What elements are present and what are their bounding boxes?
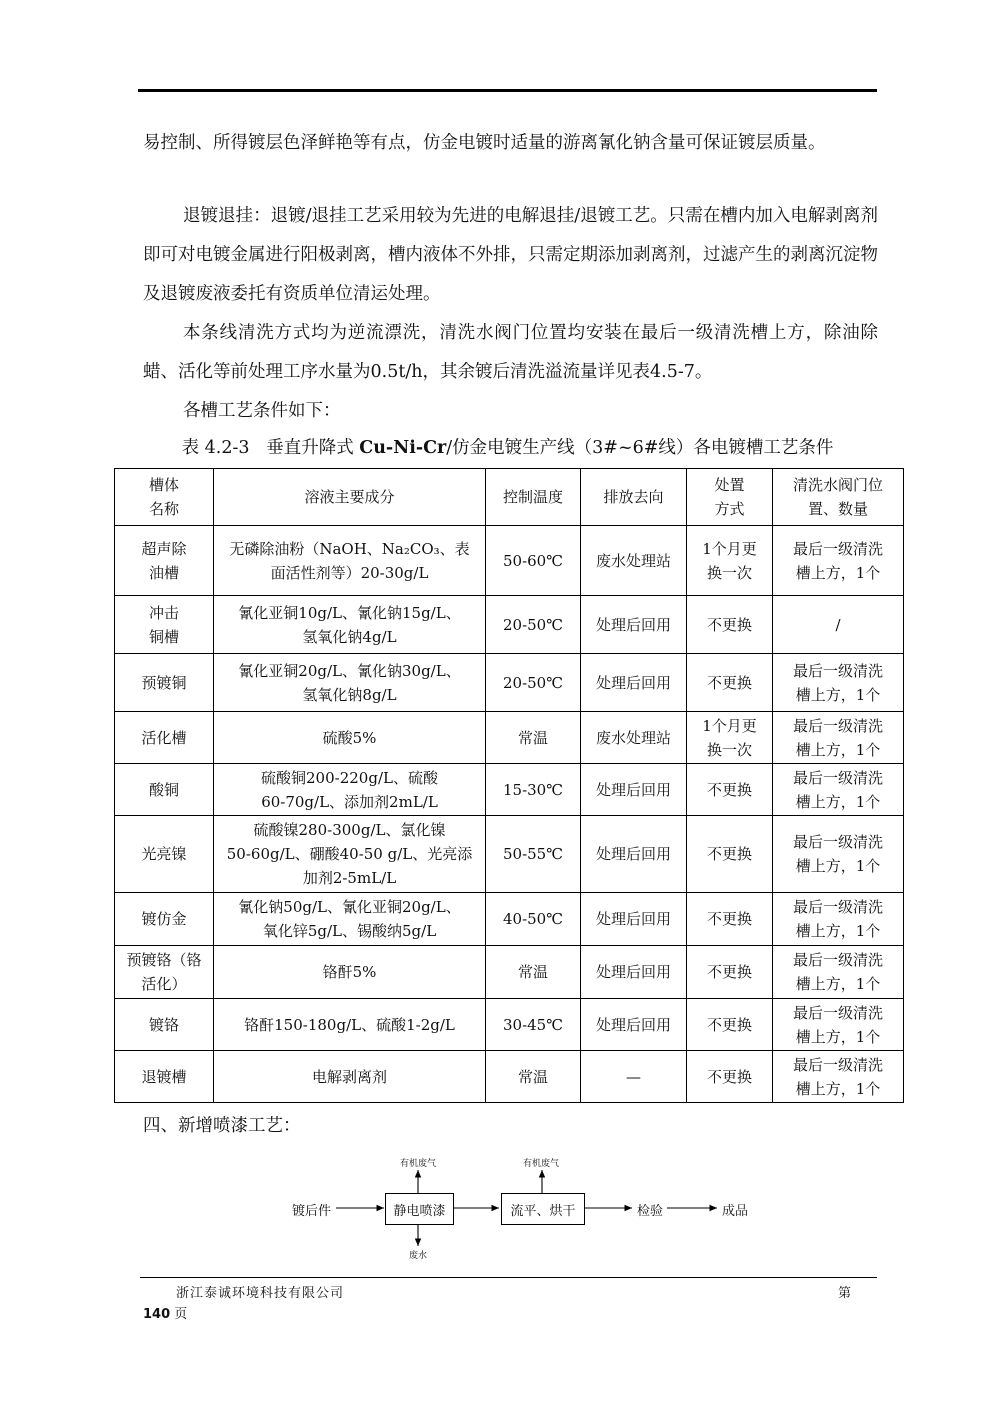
table-row <box>115 1051 904 1103</box>
table-title-bold: Cu-Ni-Cr <box>359 438 447 458</box>
table-cell: 最后一级清洗 槽上方，1个 <box>773 946 904 999</box>
table-row <box>115 999 904 1051</box>
table-cell: 硫酸5% <box>214 712 486 764</box>
table-row <box>115 654 904 712</box>
table-cell: 处理后回用 <box>581 999 687 1051</box>
footer-company: 浙江泰诚环境科技有限公司 <box>176 1286 345 1301</box>
table-cell: 最后一级清洗 槽上方，1个 <box>773 999 904 1051</box>
table-cell: 最后一级清洗 槽上方，1个 <box>773 526 904 596</box>
section-heading: 四、新增喷漆工艺： <box>143 1116 301 1136</box>
table-cell: 不更换 <box>687 816 773 893</box>
table-row <box>115 526 904 596</box>
organic-gas-label-1: 有机废气 <box>400 1159 437 1169</box>
table-cell: 无磷除油粉（NaOH、Na₂CO₃、表 面活性剂等）20-30g/L <box>214 526 486 596</box>
table-header-cell: 控制温度 <box>486 469 581 526</box>
finished-product-label: 成品 <box>722 1204 749 1219</box>
table-caption <box>140 434 875 462</box>
table-cell: 废水处理站 <box>581 712 687 764</box>
table-cell: 废水处理站 <box>581 526 687 596</box>
electrostatic-spray-box: 静电喷漆 <box>385 1193 454 1225</box>
process-conditions-table <box>114 468 904 1103</box>
table-cell: 超声除 油槽 <box>115 526 214 596</box>
footer-page-prefix: 第 <box>838 1286 852 1301</box>
table-cell: 50-55℃ <box>486 816 581 893</box>
table-cell: 氰化亚铜20g/L、氰化钠30g/L、 氢氧化钠8g/L <box>214 654 486 712</box>
table-cell: 不更换 <box>687 893 773 946</box>
table-number: 表 4.2-3 <box>181 438 250 458</box>
table-cell: 冲击 铜槽 <box>115 596 214 654</box>
table-cell: / <box>773 596 904 654</box>
table-cell: 氰化钠50g/L、氰化亚铜20g/L、 氧化锌5g/L、锡酸纳5g/L <box>214 893 486 946</box>
table-cell: 处理后回用 <box>581 946 687 999</box>
table-cell: 常温 <box>486 712 581 764</box>
page-suffix: 页 <box>170 1307 188 1322</box>
table-cell: — <box>581 1051 687 1103</box>
footer-rule <box>140 1277 877 1278</box>
table-cell: 光亮镍 <box>115 816 214 893</box>
table-header-cell: 溶液主要成分 <box>214 469 486 526</box>
paragraph-rinsing: 本条线清洗方式均为逆流漂洗，清洗水阀门位置均安装在最后一级清洗槽上方，除油除蜡、活化等前处理工序水量为0.5t/h，其余镀后清洗溢流量详见表4.5-7。 <box>143 323 878 382</box>
table-row <box>115 893 904 946</box>
table-cell: 不更换 <box>687 1051 773 1103</box>
table-cell: 不更换 <box>687 596 773 654</box>
table-cell: 退镀槽 <box>115 1051 214 1103</box>
table-cell: 电解剥离剂 <box>214 1051 486 1103</box>
inspection-label: 检验 <box>637 1204 664 1219</box>
table-cell: 处理后回用 <box>581 764 687 816</box>
table-cell: 20-50℃ <box>486 596 581 654</box>
table-cell: 硫酸铜200-220g/L、硫酸 60-70g/L、添加剂2mL/L <box>214 764 486 816</box>
table-cell: 预镀铜 <box>115 654 214 712</box>
table-cell: 不更换 <box>687 999 773 1051</box>
table-cell: 最后一级清洗 槽上方，1个 <box>773 1051 904 1103</box>
table-cell: 40-50℃ <box>486 893 581 946</box>
table-header-row <box>115 469 904 526</box>
table-cell: 50-60℃ <box>486 526 581 596</box>
table-cell: 处理后回用 <box>581 596 687 654</box>
table-cell: 20-50℃ <box>486 654 581 712</box>
table-cell: 15-30℃ <box>486 764 581 816</box>
table-cell: 铬酐150-180g/L、硫酸1-2g/L <box>214 999 486 1051</box>
header-rule <box>138 89 877 92</box>
table-cell: 最后一级清洗 槽上方，1个 <box>773 764 904 816</box>
leveling-drying-box: 流平、烘干 <box>501 1193 585 1225</box>
paragraph-stripping: 退镀退挂：退镀/退挂工艺采用较为先进的电解退挂/退镀工艺。只需在槽内加入电解剥离剂即可对电镀金属进行阳极剥离，槽内液体不外排，只需定期添加剥离剂，过滤产生的剥离沉淀物及退镀废液委托有资质单位清运处理。 <box>143 206 878 304</box>
table-cell: 常温 <box>486 1051 581 1103</box>
table-cell: 最后一级清洗 槽上方，1个 <box>773 816 904 893</box>
table-header-cell: 槽体 名称 <box>115 469 214 526</box>
table-cell: 最后一级清洗 槽上方，1个 <box>773 654 904 712</box>
wastewater-label: 废水 <box>409 1251 428 1261</box>
footer-page-number <box>143 1303 187 1322</box>
table-header-cell: 清洗水阀门位 置、数量 <box>773 469 904 526</box>
table-cell: 镀仿金 <box>115 893 214 946</box>
flow-input-label: 镀后件 <box>292 1204 332 1219</box>
table-cell: 最后一级清洗 槽上方，1个 <box>773 893 904 946</box>
table-row <box>115 712 904 764</box>
table-cell: 不更换 <box>687 946 773 999</box>
table-title-post: /仿金电镀生产线（3#~6#线）各电镀槽工艺条件 <box>446 438 834 458</box>
paragraph-gold-plating: 易控制、所得镀层色泽鲜艳等有点，仿金电镀时适量的游离氰化钠含量可保证镀层质量。 <box>143 133 826 153</box>
table-cell: 1个月更 换一次 <box>687 526 773 596</box>
table-header-cell: 处置 方式 <box>687 469 773 526</box>
table-row <box>115 946 904 999</box>
table-row <box>115 816 904 893</box>
table-cell: 不更换 <box>687 654 773 712</box>
table-cell: 预镀铬（铬 活化） <box>115 946 214 999</box>
table-cell: 镀铬 <box>115 999 214 1051</box>
table-cell: 最后一级清洗 槽上方，1个 <box>773 712 904 764</box>
table-cell: 30-45℃ <box>486 999 581 1051</box>
table-header-cell: 排放去向 <box>581 469 687 526</box>
table-cell: 处理后回用 <box>581 816 687 893</box>
page-number: 140 <box>143 1307 171 1322</box>
table-cell: 处理后回用 <box>581 654 687 712</box>
table-cell: 不更换 <box>687 764 773 816</box>
table-cell: 活化槽 <box>115 712 214 764</box>
spray-painting-flowchart <box>280 1150 760 1265</box>
table-row <box>115 596 904 654</box>
table-cell: 铬酐5% <box>214 946 486 999</box>
table-cell: 硫酸镍280-300g/L、氯化镍 50-60g/L、硼酸40-50 g/L、光亮添 加剂2-5mL/L <box>214 816 486 893</box>
table-title-pre: 垂直升降式 <box>266 438 360 458</box>
table-cell: 常温 <box>486 946 581 999</box>
table-cell: 1个月更 换一次 <box>687 712 773 764</box>
table-cell: 处理后回用 <box>581 893 687 946</box>
table-cell: 氰化亚铜10g/L、氰化钠15g/L、 氢氧化钠4g/L <box>214 596 486 654</box>
table-row <box>115 764 904 816</box>
table-cell: 酸铜 <box>115 764 214 816</box>
paragraph-conditions-intro: 各槽工艺条件如下： <box>183 401 341 421</box>
organic-gas-label-2: 有机废气 <box>523 1159 560 1169</box>
